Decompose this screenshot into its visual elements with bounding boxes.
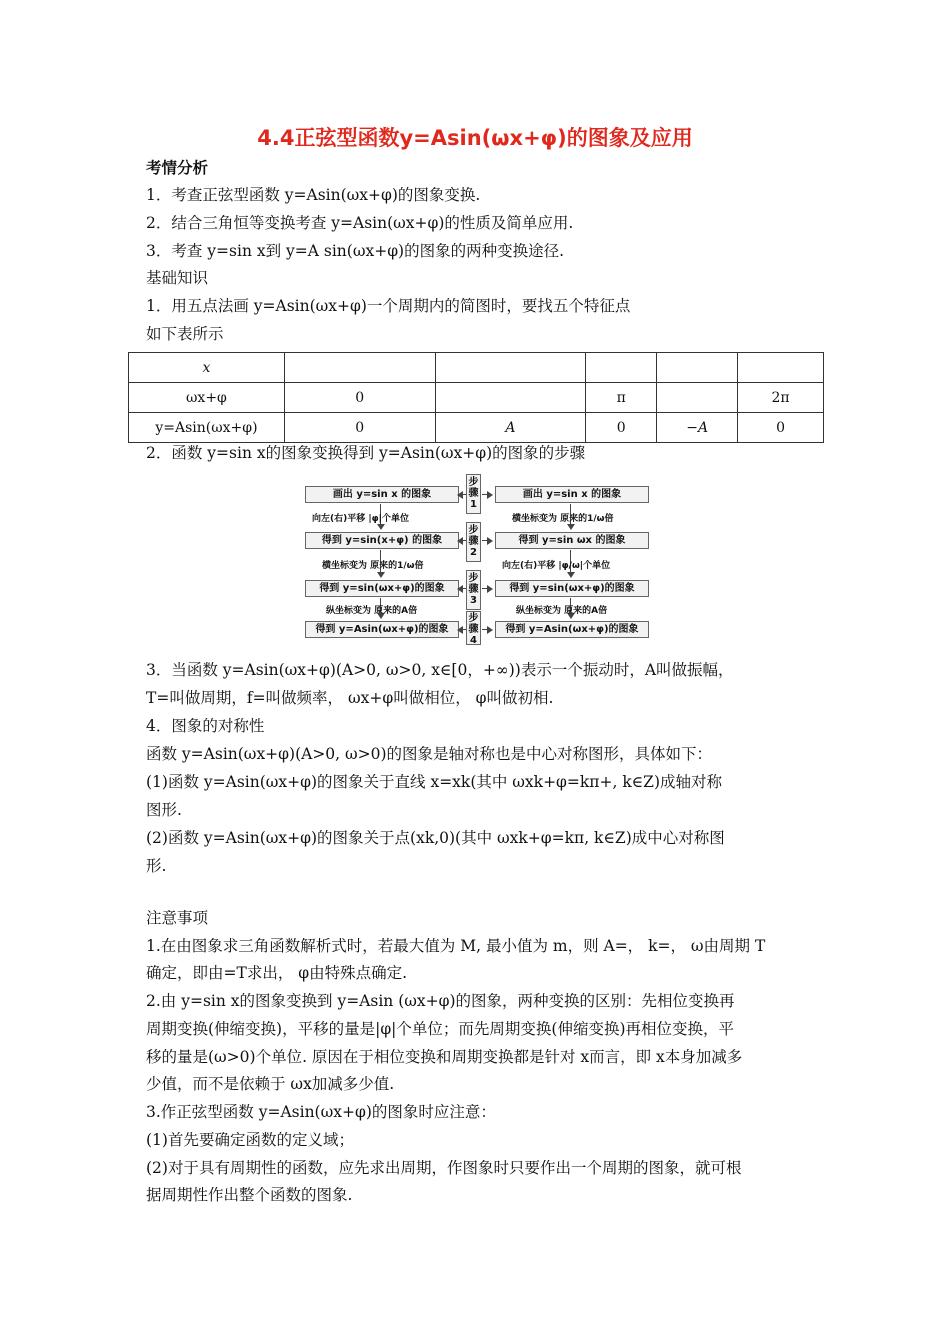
table-cell: π xyxy=(586,383,657,413)
flow-step-2: 步骤2 xyxy=(466,522,481,562)
basic-item-4-center-1: (2)函数 y=Asin(ωx+φ)的图象关于点(xk,0)(其中 ωxk+φ=kπ, k∈Z)成中心对称图 xyxy=(146,829,725,847)
table-cell xyxy=(435,383,586,413)
flow-right-box-4: 得到 y=Asin(ωx+φ)的图象 xyxy=(495,621,649,638)
flow-left-note-2: 横坐标变为 原来的1/ω倍 xyxy=(322,561,424,571)
table-cell: −A xyxy=(657,413,738,443)
table-cell xyxy=(284,353,435,383)
flow-arrow-right xyxy=(482,540,490,541)
basic-item-3-line-2: T=叫做周期，f=叫做频率， ωx+φ叫做相位， φ叫做初相. xyxy=(146,689,554,707)
note-line: 周期变换(伸缩变换)，平移的量是|φ|个单位；而先周期变换(伸缩变换)再相位变换，平 xyxy=(146,1020,734,1038)
table-cell: A xyxy=(435,413,586,443)
note-line: 少值，而不是依赖于 ωx加减多少值. xyxy=(146,1075,395,1093)
five-point-table xyxy=(128,352,824,443)
flow-left-box-4: 得到 y=Asin(ωx+φ)的图象 xyxy=(305,621,459,638)
flow-left-box-2: 得到 y=sin(x+φ) 的图象 xyxy=(305,532,459,549)
flow-left-box-1: 画出 y=sin x 的图象 xyxy=(305,486,459,503)
basic-item-4-axis-2: 图形. xyxy=(146,801,182,819)
flow-left-note-1: 向左(右)平移 |φ|个单位 xyxy=(312,514,409,524)
section-heading-exam: 考情分析 xyxy=(146,159,209,177)
note-line: 移的量是(ω>0)个单位. 原因在于相位变换和周期变换都是针对 x而言，即 x本身加减多 xyxy=(146,1048,743,1066)
flow-right-note-3: 纵坐标变为 原来的A倍 xyxy=(516,606,608,616)
flow-step-1: 步骤1 xyxy=(466,474,481,514)
table-cell: 0 xyxy=(284,383,435,413)
note-line: (2)对于具有周期性的函数，应先求出周期，作图象时只要作出一个周期的图象，就可根 xyxy=(146,1159,742,1177)
transformation-flowchart xyxy=(302,474,652,646)
exam-point-1: 1．考查正弦型函数 y=Asin(ωx+φ)的图象变换. xyxy=(146,186,481,204)
table-cell: 0 xyxy=(738,413,824,443)
flow-step-3: 步骤3 xyxy=(466,570,481,610)
flow-right-box-2: 得到 y=sin ωx 的图象 xyxy=(495,532,649,549)
table-row xyxy=(129,353,824,383)
basic-item-1: 1．用五点法画 y=Asin(ωx+φ)一个周期内的简图时，要找五个特征点 xyxy=(146,297,631,315)
basic-item-3-line-1: 3．当函数 y=Asin(ωx+φ)(A>0, ω>0, x∈[0，+∞))表示一个振动时，A叫做振幅， xyxy=(146,661,734,679)
flow-arrow-left xyxy=(460,629,466,630)
table-cell xyxy=(657,383,738,413)
note-line: 3.作正弦型函数 y=Asin(ωx+φ)的图象时应注意： xyxy=(146,1103,496,1121)
table-cell: y=Asin(ωx+φ) xyxy=(129,413,285,443)
table-cell xyxy=(435,353,586,383)
flow-arrow-left xyxy=(460,540,466,541)
note-line: 1.在由图象求三角函数解析式时，若最大值为 M, 最小值为 m，则 A=， k=， ω由周期 T xyxy=(146,937,766,955)
section-heading-basic: 基础知识 xyxy=(146,269,209,287)
exam-point-3: 3．考查 y=sin x到 y=A sin(ωx+φ)的图象的两种变换途径. xyxy=(146,242,565,260)
table-cell: 2π xyxy=(738,383,824,413)
flow-left-note-3: 纵坐标变为 原来的A倍 xyxy=(326,606,418,616)
flow-right-note-2: 向左(右)平移 |φ/ω|个单位 xyxy=(502,561,611,571)
basic-item-1-table-intro: 如下表所示 xyxy=(146,325,224,343)
table-row xyxy=(129,383,824,413)
basic-item-4-axis-1: (1)函数 y=Asin(ωx+φ)的图象关于直线 x=xk(其中 ωxk+φ=kπ+, k∈Z)成轴对称 xyxy=(146,773,722,791)
flow-arrow-left xyxy=(460,494,466,495)
table-cell: 0 xyxy=(586,413,657,443)
section-heading-notes: 注意事项 xyxy=(146,909,209,927)
flow-arrow-right xyxy=(482,588,490,589)
table-row xyxy=(129,413,824,443)
flow-right-box-1: 画出 y=sin x 的图象 xyxy=(495,486,649,503)
note-line: 确定，即由=T求出， φ由特殊点确定. xyxy=(146,964,408,982)
table-cell: ωx+φ xyxy=(129,383,285,413)
table-cell: x xyxy=(129,353,285,383)
flow-right-note-1: 横坐标变为 原来的1/ω倍 xyxy=(512,514,614,524)
flow-arrow-right xyxy=(482,629,490,630)
table-cell xyxy=(586,353,657,383)
basic-item-2: 2．函数 y=sin x的图象变换得到 y=Asin(ωx+φ)的图象的步骤 xyxy=(146,444,586,462)
flow-right-box-3: 得到 y=sin(ωx+φ)的图象 xyxy=(495,580,649,597)
table-cell xyxy=(657,353,738,383)
flow-arrow-right xyxy=(482,494,490,495)
flow-step-4: 步骤4 xyxy=(466,611,481,645)
basic-item-4-center-2: 形. xyxy=(146,857,167,875)
basic-item-4-intro: 函数 y=Asin(ωx+φ)(A>0, ω>0)的图象是轴对称也是中心对称图形，具体如下： xyxy=(146,745,713,763)
note-line: (1)首先要确定函数的定义域； xyxy=(146,1131,354,1149)
flow-arrow-left xyxy=(460,588,466,589)
exam-point-2: 2．结合三角恒等变换考查 y=Asin(ωx+φ)的性质及简单应用. xyxy=(146,214,574,232)
table-cell: 0 xyxy=(284,413,435,443)
note-line: 2.由 y=sin x的图象变换到 y=Asin (ωx+φ)的图象，两种变换的区别：先相位变换再 xyxy=(146,992,735,1010)
note-line: 据周期性作出整个函数的图象. xyxy=(146,1186,353,1204)
page-title: 4.4正弦型函数y=Asin(ωx+φ)的图象及应用 xyxy=(257,126,693,150)
basic-item-4: 4．图象的对称性 xyxy=(146,717,265,735)
table-cell xyxy=(738,353,824,383)
flow-left-box-3: 得到 y=sin(ωx+φ)的图象 xyxy=(305,580,459,597)
